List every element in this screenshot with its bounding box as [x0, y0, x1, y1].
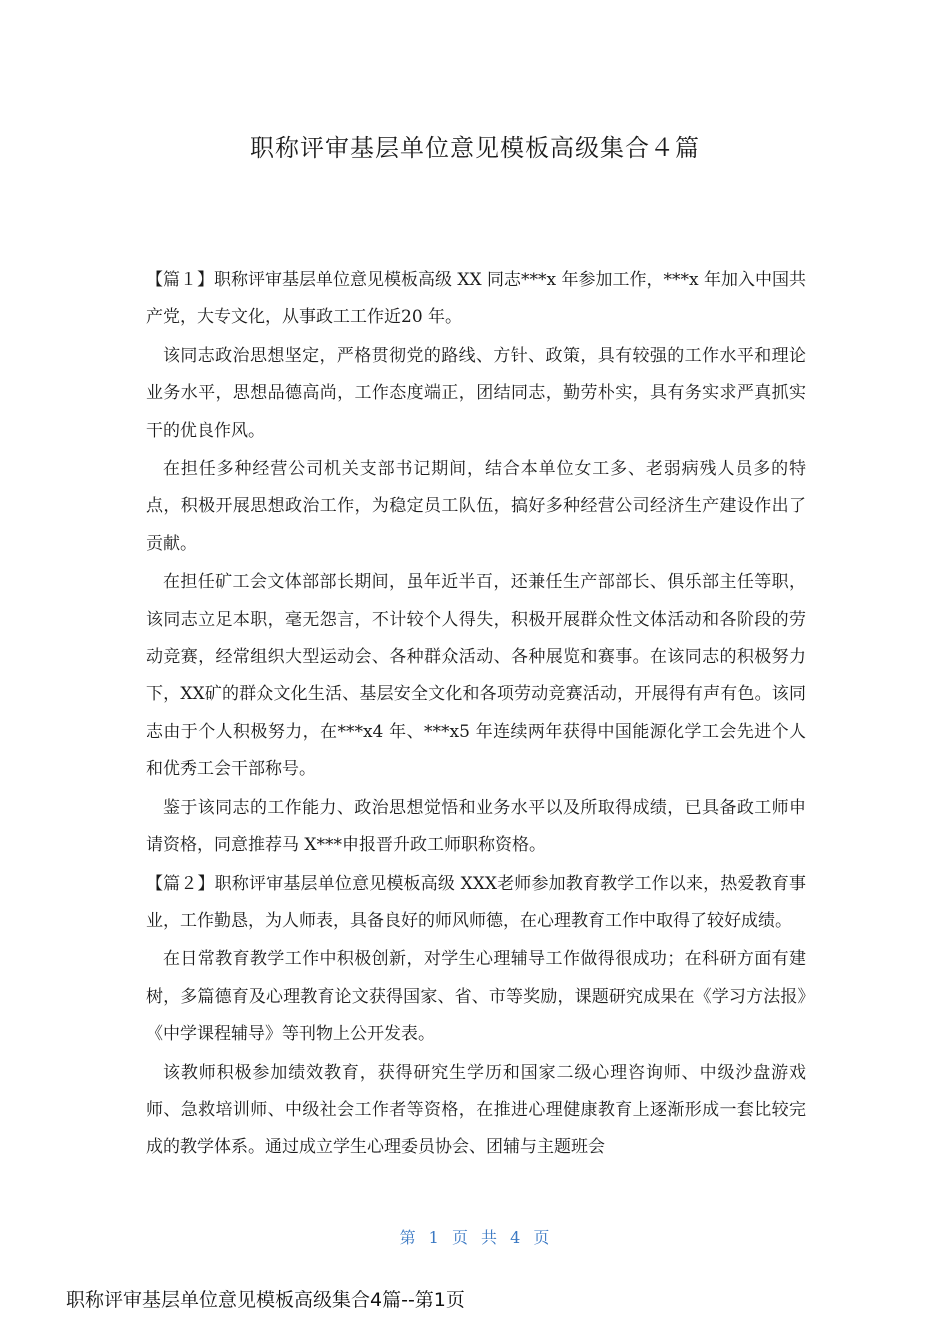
- paragraph-7: 在日常教育教学工作中积极创新，对学生心理辅导工作做得很成功；在科研方面有建树，多篇德育及心理教育论文获得国家、省、市等奖励，课题研究成果在《学习方法报》《中学课程辅导》等刊物上公开发表。: [146, 949, 806, 1045]
- document-title: 职称评审基层单位意见模板高级集合４篇: [250, 134, 700, 162]
- paragraph-2: 该同志政治思想坚定，严格贯彻党的路线、方针、政策，具有较强的工作水平和理论业务水平，思想品德高尚，工作态度端正，团结同志，勤劳朴实，具有务实求严真抓实干的优良作风。: [146, 345, 806, 441]
- paragraph-3: 在担任多种经营公司机关支部书记期间，结合本单位女工多、老弱病残人员多的特点，积极开展思想政治工作，为稳定员工队伍，搞好多种经营公司经济生产建设作出了贡献。: [146, 459, 806, 554]
- paragraph-1: 【篇１】职称评审基层单位意见模板高级 XX 同志***x 年参加工作，***x 年加入中国共产党，大专文化，从事政工工作近20 年。: [146, 270, 806, 328]
- page-footer: 第 1 页 共 4 页: [399, 1228, 551, 1247]
- paragraph-8: 该教师积极参加绩效教育，获得研究生学历和国家二级心理咨询师、中级沙盘游戏师、急救培训师、中级社会工作者等资格，在推进心理健康教育上逐渐形成一套比较完成的教学体系。通过成立学生心理委员协会、团辅与主题班会: [146, 1062, 806, 1158]
- document-body: [146, 262, 806, 1168]
- paragraph-4: 在担任矿工会文体部部长期间，虽年近半百，还兼任生产部部长、俱乐部主任等职，该同志立足本职，毫无怨言，不计较个人得失，积极开展群众性文体活动和各阶段的劳动竞赛，经常组织大型运动会、各种群众活动、各种展览和赛事。在该同志的积极努力下，XX矿的群众文化生活、基层安全文化和各项劳动竞赛活动，开展得有声有色。该同志由于个人积极努力，在***x4 年、***x5 年连续两年获得中国能源化学工会先进个人和优秀工会干部称号。: [146, 572, 806, 780]
- paragraph-5: 鉴于该同志的工作能力、政治思想觉悟和业务水平以及所取得成绩，已具备政工师申请资格，同意推荐马 X***申报晋升政工师职称资格。: [146, 797, 806, 856]
- page-caption: 职称评审基层单位意见模板高级集合4篇--第1页: [66, 1289, 465, 1311]
- paragraph-6: 【篇２】职称评审基层单位意见模板高级 XXX老师参加教育教学工作以来，热爱教育事业，工作勤恳，为人师表，具备良好的师风师德，在心理教育工作中取得了较好成绩。: [146, 873, 806, 931]
